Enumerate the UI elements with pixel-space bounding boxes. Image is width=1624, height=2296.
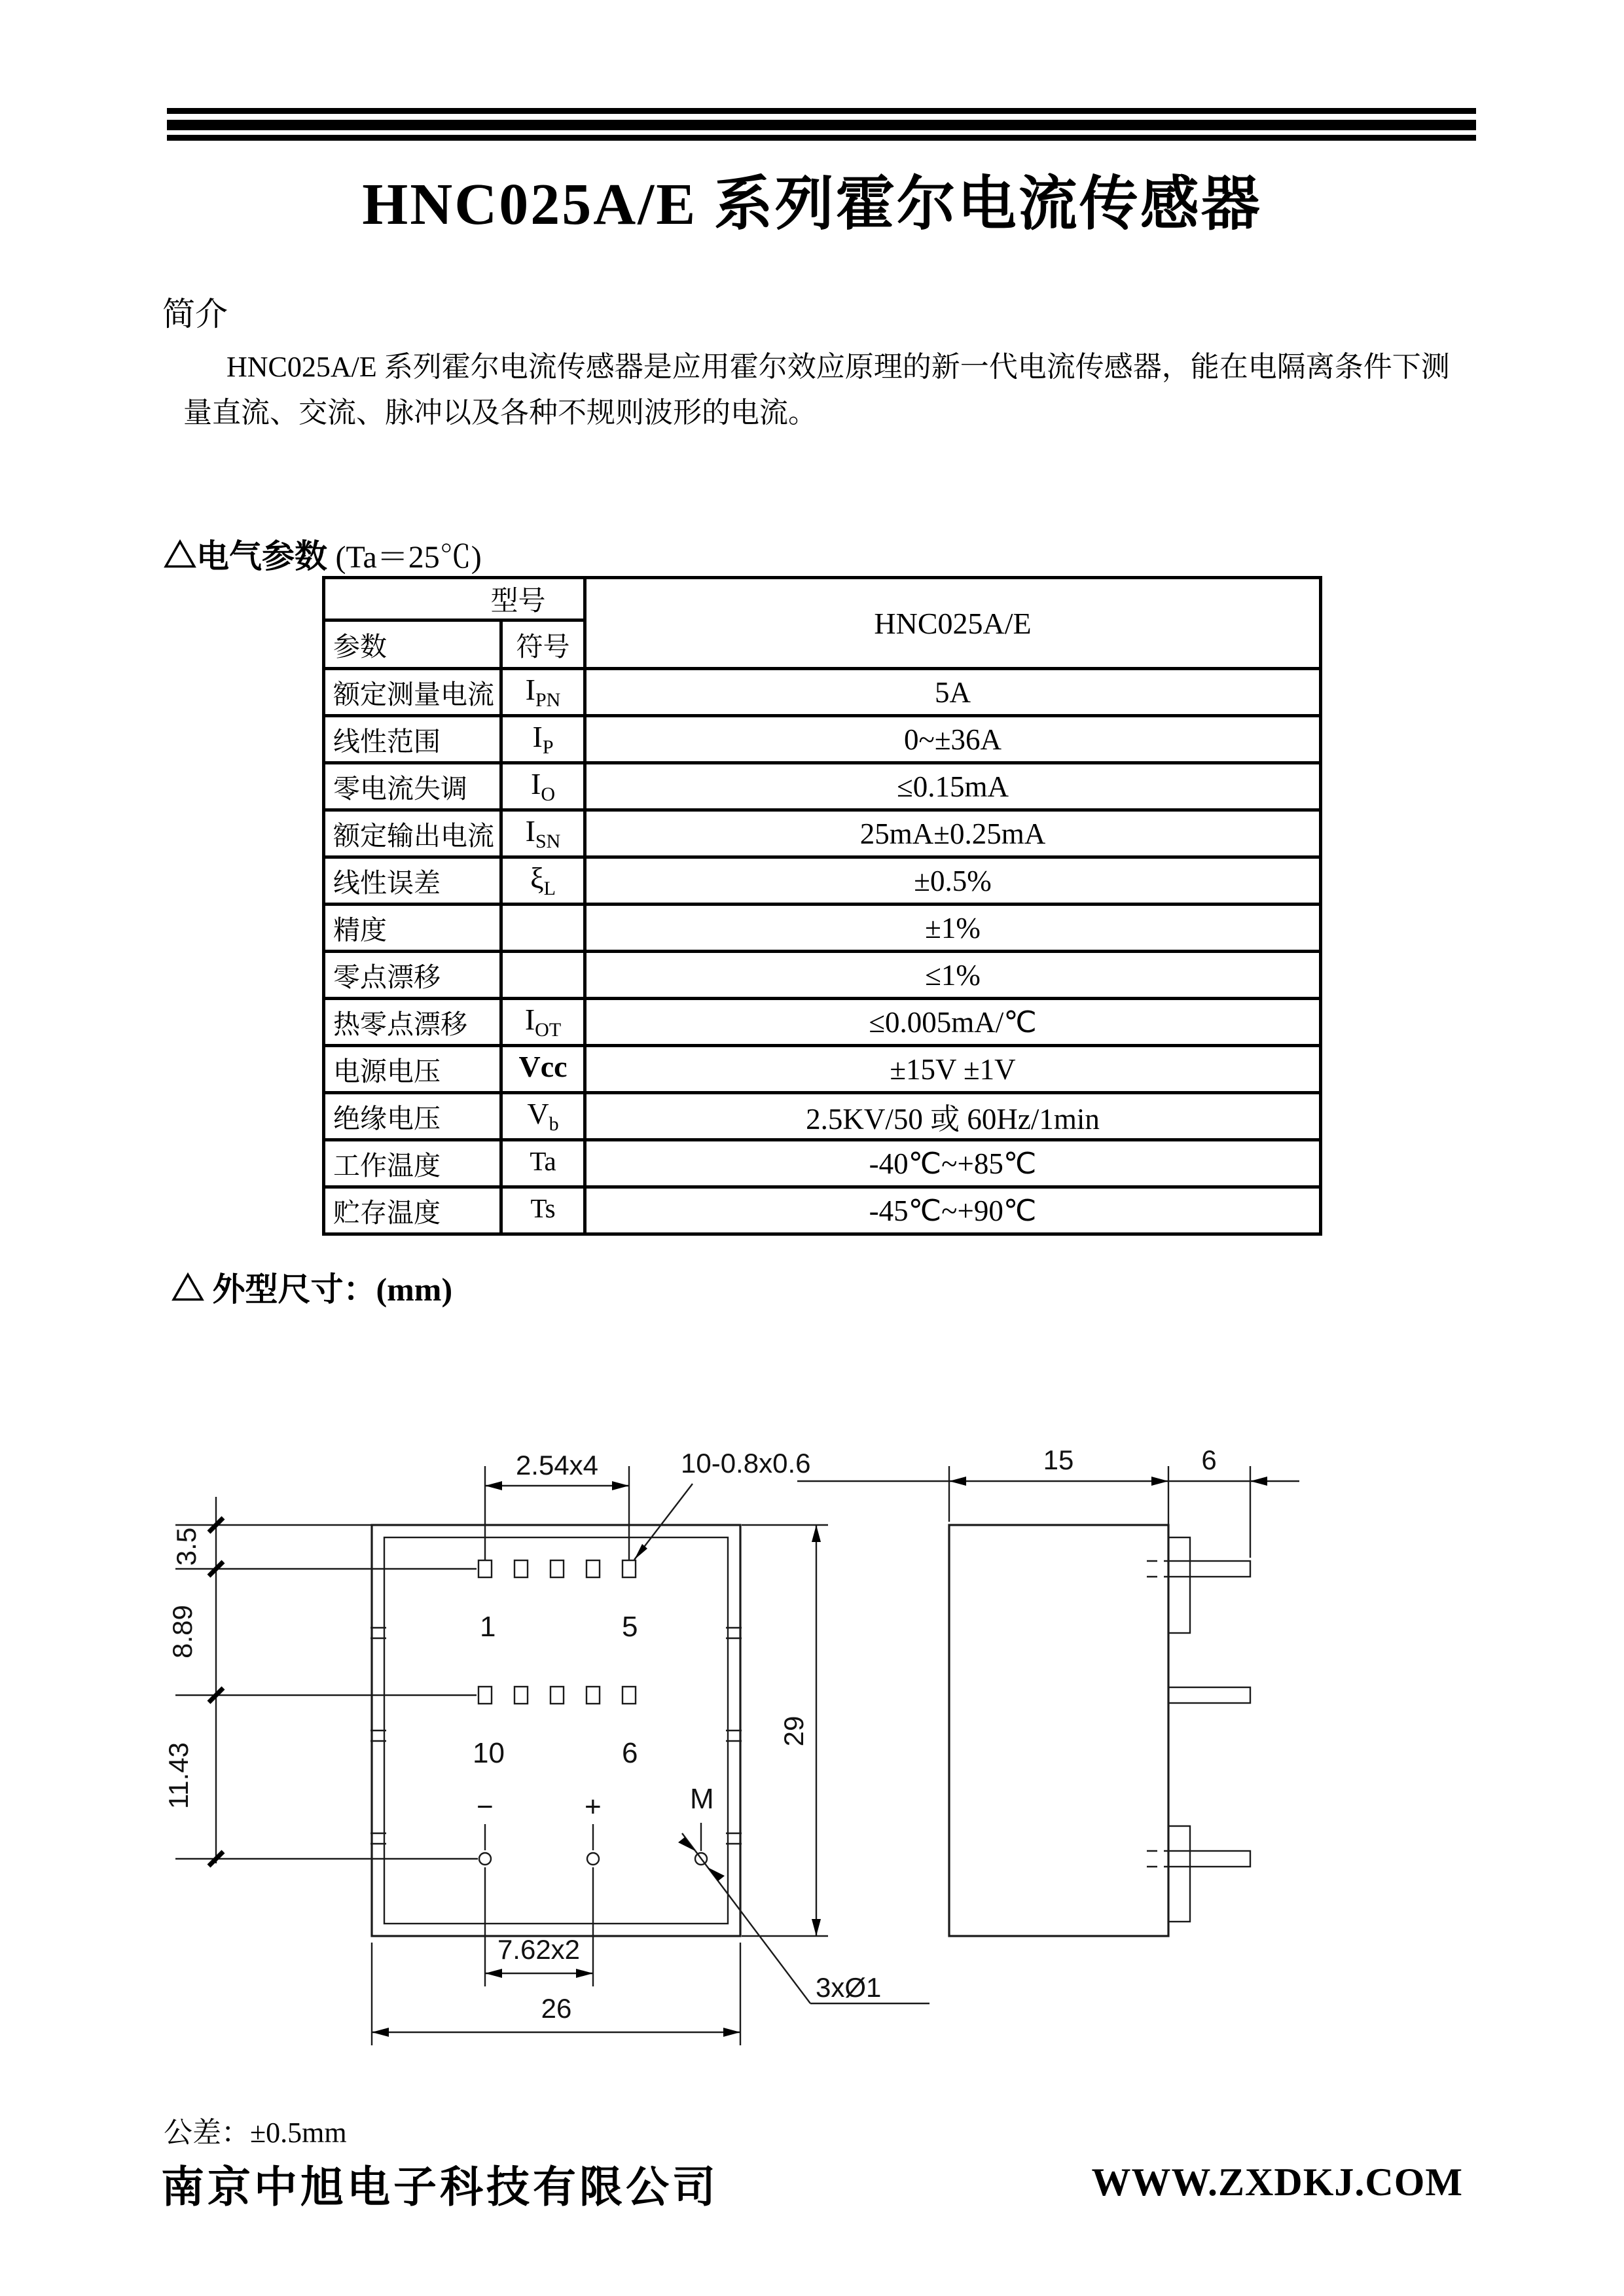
side-pin-middle [1168, 1687, 1250, 1703]
rule-line [167, 108, 1476, 114]
symbol-cell: Vcc [501, 1046, 585, 1093]
svg-text:2.54x4: 2.54x4 [515, 1450, 599, 1480]
table-row [324, 716, 1321, 763]
model-label-cell: 型号 [324, 578, 585, 620]
pin-label-6: 6 [622, 1737, 638, 1769]
outline-section-heading [171, 1263, 452, 1310]
case-outline [372, 1525, 740, 1936]
intro-line: HNC025A/E 系列霍尔电流传感器是应用霍尔效应原理的新一代电流传感器，能在电隔离条件下测 [226, 351, 1450, 383]
param-cell: 工作温度 [324, 1140, 501, 1187]
intro-paragraph [183, 344, 1453, 436]
intro-line: 量直流、交流、脉冲以及各种不规则波形的电流。 [183, 397, 817, 429]
value-cell: 2.5KV/50 或 60Hz/1min [585, 1093, 1321, 1140]
table-row [324, 763, 1321, 810]
symbol-cell: Ts [501, 1187, 585, 1234]
tolerance-note: 公差：±0.5mm [164, 2117, 347, 2149]
param-cell: 电源电压 [324, 1046, 501, 1093]
electrical-section-heading [164, 530, 482, 577]
table-row [324, 857, 1321, 905]
top-rules [167, 108, 1476, 141]
symbol-cell [501, 905, 585, 952]
symbol-cell: $I_P$ [501, 716, 585, 763]
param-cell: 热零点漂移 [324, 999, 501, 1046]
front-view-dimensions [163, 1448, 1299, 2045]
dim-pitch [485, 1450, 629, 1561]
dim-depth-15 [949, 1444, 1267, 1558]
value-cell: -40℃~+85℃ [585, 1140, 1321, 1187]
value-cell: ±15V ±1V [585, 1046, 1321, 1093]
company-name: 南京中旭电子科技有限公司 [161, 2162, 719, 2211]
case-inner-outline [384, 1537, 728, 1924]
symbol-cell: $I_{PN}$ [501, 669, 585, 716]
value-cell: ≤1% [585, 952, 1321, 999]
svg-text:10-0.8x0.6: 10-0.8x0.6 [681, 1448, 811, 1479]
pin-label-1: 1 [480, 1611, 496, 1643]
symbol-label-cell: 符号 [501, 620, 585, 669]
rule-line [167, 120, 1476, 130]
param-cell: 贮存温度 [324, 1187, 501, 1234]
svg-text:7.62x2: 7.62x2 [497, 1934, 581, 1965]
svg-text:15: 15 [1043, 1444, 1074, 1475]
table-row [324, 1140, 1321, 1187]
m-label: M [690, 1783, 714, 1815]
dim-hole-diameter [678, 1833, 929, 2003]
svg-text:6: 6 [1201, 1444, 1217, 1475]
param-cell: 零电流失调 [324, 763, 501, 810]
table-row [324, 1093, 1321, 1140]
svg-text:3.5: 3.5 [171, 1527, 202, 1566]
model-cell: HNC025A/E [585, 578, 1321, 669]
side-view [949, 1444, 1267, 1936]
intro-heading: 简介 [162, 296, 228, 332]
param-cell: 绝缘电压 [324, 1093, 501, 1140]
table-row [324, 810, 1321, 857]
svg-text:11.43: 11.43 [163, 1742, 194, 1809]
value-cell: 0~±36A [585, 716, 1321, 763]
param-cell: 线性误差 [324, 857, 501, 905]
pin-row-top [478, 1560, 636, 1577]
pin-row-bottom [478, 1687, 636, 1704]
side-case-outline [949, 1525, 1168, 1936]
value-cell: 25mA±0.25mA [585, 810, 1321, 857]
symbol-cell: $\xi_L$ [501, 857, 585, 905]
pin-label-5: 5 [622, 1611, 638, 1643]
electrical-parameters-table [322, 576, 1322, 1236]
symbol-cell: $I_O$ [501, 763, 585, 810]
symbol-cell: $I_{SN}$ [501, 810, 585, 857]
dim-hole-pitch [485, 1867, 593, 1986]
side-slot-marks [370, 1628, 742, 1844]
outline-drawing [0, 1371, 1624, 2091]
plus-label: + [585, 1791, 602, 1823]
front-view [370, 1525, 742, 1936]
minus-label: − [477, 1791, 494, 1823]
outline-heading-text: △ 外型尺寸： [171, 1271, 376, 1308]
symbol-cell [501, 952, 585, 999]
symbol-cell: Ta [501, 1140, 585, 1187]
pin-label-10: 10 [473, 1737, 505, 1769]
value-cell: ±0.5% [585, 857, 1321, 905]
value-cell: ±1% [585, 905, 1321, 952]
side-pin-top [1147, 1537, 1250, 1633]
svg-text:29: 29 [778, 1715, 809, 1747]
param-cell: 额定输出电流 [324, 810, 501, 857]
param-cell: 额定测量电流 [324, 669, 501, 716]
value-cell: ≤0.005mA/℃ [585, 999, 1321, 1046]
table-row [324, 1046, 1321, 1093]
param-cell: 精度 [324, 905, 501, 952]
dim-left-chain [163, 1497, 478, 1866]
mounting-holes [479, 1823, 707, 1865]
value-cell: 5A [585, 669, 1321, 716]
param-label-cell: 参数 [324, 620, 501, 669]
side-pin-bottom [1147, 1826, 1250, 1922]
svg-text:26: 26 [541, 1993, 572, 2024]
symbol-cell: $I_{OT}$ [501, 999, 585, 1046]
svg-text:8.89: 8.89 [167, 1605, 198, 1659]
table-header-row [324, 578, 1321, 620]
electrical-heading-condition: (Ta＝25℃) [335, 540, 482, 575]
value-cell: -45℃~+90℃ [585, 1187, 1321, 1234]
value-cell: ≤0.15mA [585, 763, 1321, 810]
rule-line [167, 135, 1476, 141]
table-row [324, 999, 1321, 1046]
electrical-heading-text: △电气参数 [164, 538, 327, 575]
symbol-cell: $V_b$ [501, 1093, 585, 1140]
dim-pin-size [634, 1448, 1299, 1560]
page-title: HNC025A/E 系列霍尔电流传感器 [362, 172, 1262, 237]
table-row [324, 669, 1321, 716]
param-cell: 零点漂移 [324, 952, 501, 999]
table-row [324, 952, 1321, 999]
table-row [324, 1187, 1321, 1234]
param-cell: 线性范围 [324, 716, 501, 763]
dim-height-29 [742, 1525, 828, 1936]
company-website: WWW.ZXDKJ.COM [1091, 2161, 1463, 2204]
outline-heading-unit: (mm) [376, 1271, 453, 1308]
svg-text:3xØ1: 3xØ1 [816, 1972, 882, 2003]
table-row [324, 905, 1321, 952]
